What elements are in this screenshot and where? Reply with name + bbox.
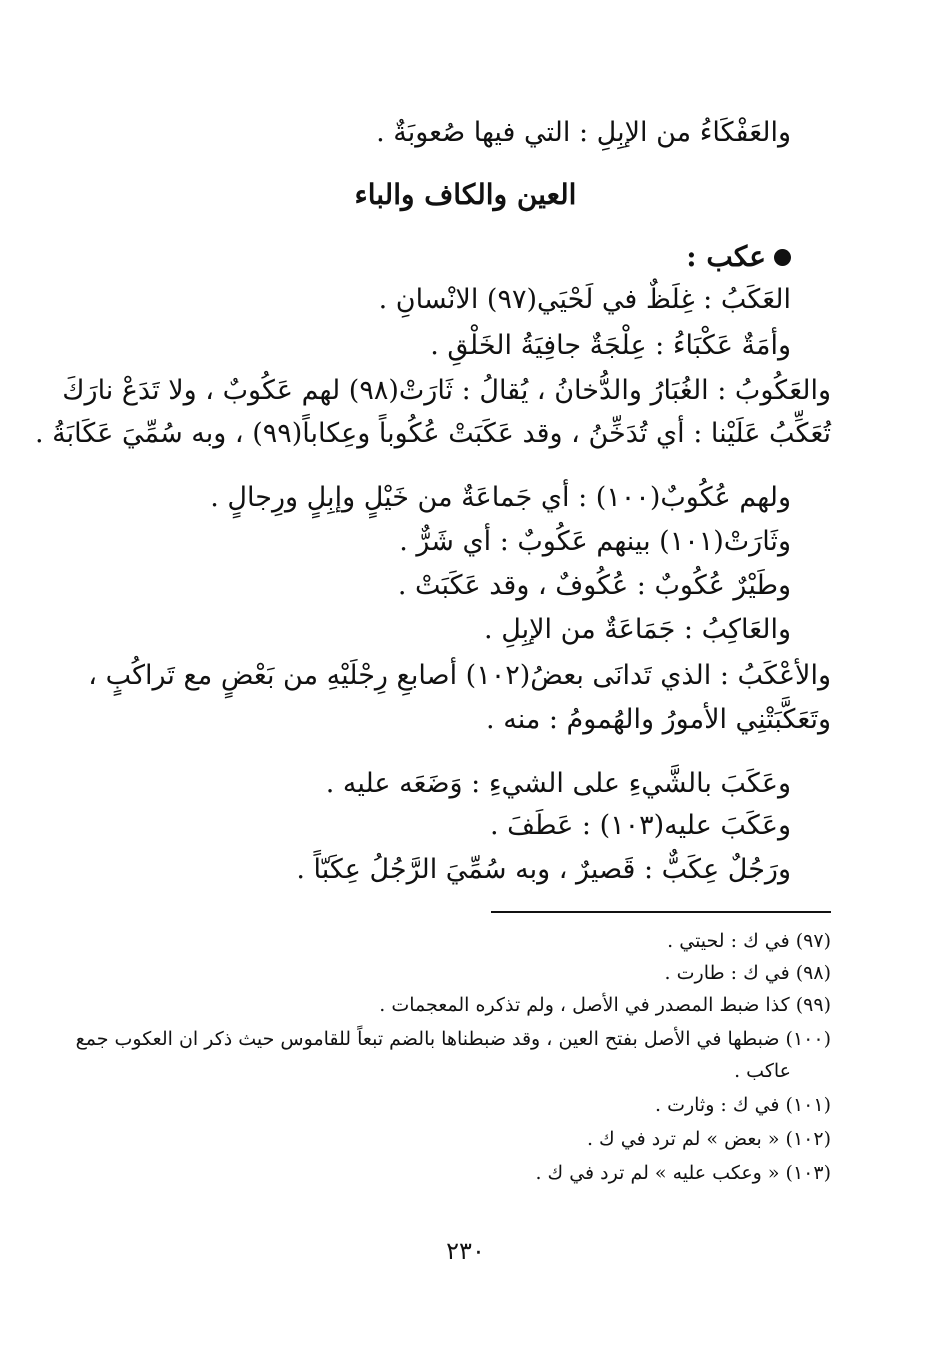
entry-line: وتَعَكَّبَتْنِي الأمورُ والهُمومُ : منه . <box>486 704 831 735</box>
footnote-divider <box>491 911 831 913</box>
page-number: ٢٣٠ <box>446 1237 485 1265</box>
root-entry-header <box>686 237 791 277</box>
footnote: (١٠٠) ضبطها في الأصل بفتح العين ، وقد ضبطناها بالضم تبعاً للقاموس حيث ذكر ان العكوب جمع <box>75 1028 831 1050</box>
footnote: (١٠١) في ك : وثارت . <box>655 1094 831 1116</box>
footnote: (١٠٢) « بعض » لم ترد في ك . <box>586 1128 831 1150</box>
entry-line: تُعَكِّبُ عَلَيْنا : أي تُدَخِّنُ ، وقد عَكَبَتْ عُكُوباً وعِكاباً(٩٩) ، وبه سُمِّيَ عَكَابَةُ . <box>35 418 831 449</box>
entry-line: ورَجُلٌ عِكَبٌّ : قَصيرٌ ، وبه سُمِّيَ الرَّجُلُ عِكَبّاً . <box>296 854 791 885</box>
footnote-continuation: عاكب . <box>734 1060 791 1082</box>
section-heading: العين والكاف والباء <box>354 178 577 211</box>
entry-line: والعَاكِبُ : جَمَاعَةٌ من الإبِلِ . <box>484 614 791 645</box>
bullet-icon <box>774 249 791 266</box>
entry-line: العَكَبُ : غِلَظٌ في لَحْيَي(٩٧) الانْسانِ . <box>378 284 791 315</box>
root-label: عكب : <box>686 240 766 273</box>
entry-line: وعَكَبَ بالشَّيءِ على الشيءِ : وَضَعَه عليه . <box>325 768 791 799</box>
footnote: (٩٨) في ك : طارت . <box>664 962 831 984</box>
entry-line: وعَكَبَ عليه(١٠٣) : عَطَفَ . <box>489 810 791 841</box>
intro-line: والعَفْكَاءُ من الإبِلِ : التي فيها صُعوبَةٌ . <box>376 117 791 148</box>
footnote: (١٠٣) « وعكب عليه » لم ترد في ك . <box>535 1162 831 1184</box>
entry-line: وثَارَتْ(١٠١) بينهم عَكُوبٌ : أي شَرٌّ . <box>399 526 791 557</box>
footnote: (٩٩) كذا ضبط المصدر في الأصل ، ولم تذكره المعجمات . <box>379 994 831 1016</box>
entry-line: ولهم عُكُوبٌ(١٠٠) : أي جَماعَةٌ من خَيْلٍ وإبِلٍ ورِجالٍ . <box>210 482 791 513</box>
entry-line: والأعْكَبُ : الذي تَدانَى بعضُ(١٠٢) أصابعِ رِجْلَيْهِ من بَعْضٍ مع تَراكُبٍ ، <box>88 660 831 691</box>
footnote: (٩٧) في ك : لحيتي . <box>667 930 831 952</box>
entry-line: وطَيْرٌ عُكُوبٌ : عُكُوفٌ ، وقد عَكَبَتْ . <box>397 570 791 601</box>
entry-line: والعَكُوبُ : الغُبَارُ والدُّخانُ ، يُقالُ : ثَارَتْ(٩٨) لهم عَكُوبٌ ، ولا تَدَعْ نارَكَ <box>62 375 831 406</box>
entry-line: وأمَةٌ عَكْبَاءُ : عِلْجَةٌ جافِيَةُ الخَلْقِ . <box>430 330 791 361</box>
